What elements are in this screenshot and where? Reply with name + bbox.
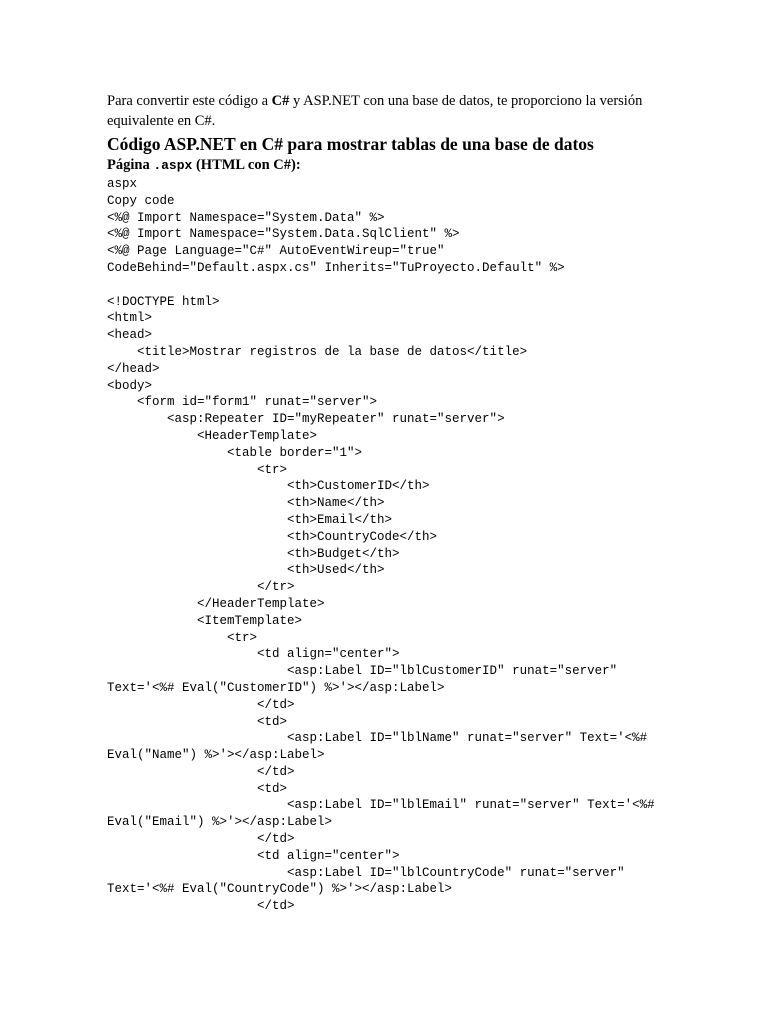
code-line: <td align="center"> bbox=[107, 647, 400, 662]
subheading-code: .aspx bbox=[153, 158, 193, 173]
code-line: <td> bbox=[107, 781, 288, 796]
code-line: <td> bbox=[107, 714, 288, 729]
code-line: <!DOCTYPE html> bbox=[107, 294, 220, 309]
code-line: <th>Budget</th> bbox=[107, 546, 400, 561]
code-line: <asp:Label ID="lblCustomerID" runat="server" bbox=[107, 664, 618, 679]
subheading-suffix: (HTML con C#): bbox=[192, 157, 301, 173]
code-line: </td> bbox=[107, 899, 295, 914]
code-line: <th>CustomerID</th> bbox=[107, 479, 430, 494]
code-line: </td> bbox=[107, 832, 295, 847]
code-line: </td> bbox=[107, 697, 295, 712]
code-line: <table border="1"> bbox=[107, 445, 363, 460]
code-line: </td> bbox=[107, 764, 295, 779]
code-line: <asp:Label ID="lblName" runat="server" Text='<%# bbox=[107, 731, 648, 746]
code-language-label: aspx bbox=[107, 177, 138, 191]
code-line: </tr> bbox=[107, 580, 295, 595]
code-line: <th>CountryCode</th> bbox=[107, 529, 438, 544]
code-line: <%@ Page Language="C#" AutoEventWireup="true" bbox=[107, 244, 445, 259]
section-heading: Código ASP.NET en C# para mostrar tablas de una base de datos bbox=[107, 134, 594, 154]
intro-bold: C# bbox=[271, 93, 290, 109]
code-line: CodeBehind="Default.aspx.cs" Inherits="TuProyecto.Default" %> bbox=[107, 260, 565, 275]
code-line: Text='<%# Eval("CustomerID") %>'></asp:Label> bbox=[107, 680, 445, 695]
code-line: <th>Email</th> bbox=[107, 512, 393, 527]
code-line: <tr> bbox=[107, 462, 288, 477]
subheading-prefix: Página bbox=[107, 157, 154, 173]
code-line bbox=[107, 277, 707, 294]
code-line: <asp:Repeater ID="myRepeater" runat="server"> bbox=[107, 412, 505, 427]
code-line: <asp:Label ID="lblCountryCode" runat="server" bbox=[107, 865, 625, 880]
code-line: Text='<%# Eval("CountryCode") %>'></asp:Label> bbox=[107, 882, 453, 897]
code-line: <ItemTemplate> bbox=[107, 613, 303, 628]
code-line: <form id="form1" runat="server"> bbox=[107, 395, 378, 410]
code-line: <th>Name</th> bbox=[107, 496, 385, 511]
code-line: <title>Mostrar registros de la base de datos</title> bbox=[107, 344, 528, 359]
intro-text-1: Para convertir este código a bbox=[107, 93, 272, 109]
subsection-heading bbox=[107, 155, 707, 176]
code-line: <html> bbox=[107, 311, 153, 326]
code-line: <body> bbox=[107, 378, 153, 393]
code-line: Eval("Name") %>'></asp:Label> bbox=[107, 748, 325, 763]
document-page bbox=[107, 91, 707, 915]
copy-code-button[interactable]: Copy code bbox=[107, 193, 175, 208]
code-line: <asp:Label ID="lblEmail" runat="server" Text='<%# bbox=[107, 798, 655, 813]
code-line: <head> bbox=[107, 328, 153, 343]
code-line: </head> bbox=[107, 361, 160, 376]
code-line: <tr> bbox=[107, 630, 258, 645]
code-block bbox=[107, 176, 707, 915]
code-line: </HeaderTemplate> bbox=[107, 596, 325, 611]
intro-text-2: y ASP.NET con una base de datos, te proporciono la versión equivalente en C#. bbox=[107, 93, 643, 129]
code-line: <th>Used</th> bbox=[107, 563, 385, 578]
code-line: <HeaderTemplate> bbox=[107, 428, 318, 443]
code-line: <td align="center"> bbox=[107, 848, 400, 863]
code-line: <%@ Import Namespace="System.Data" %> bbox=[107, 210, 385, 225]
intro-paragraph bbox=[107, 91, 707, 131]
code-line: Eval("Email") %>'></asp:Label> bbox=[107, 815, 333, 830]
code-line: <%@ Import Namespace="System.Data.SqlClient" %> bbox=[107, 227, 460, 242]
code-lines bbox=[107, 210, 707, 915]
